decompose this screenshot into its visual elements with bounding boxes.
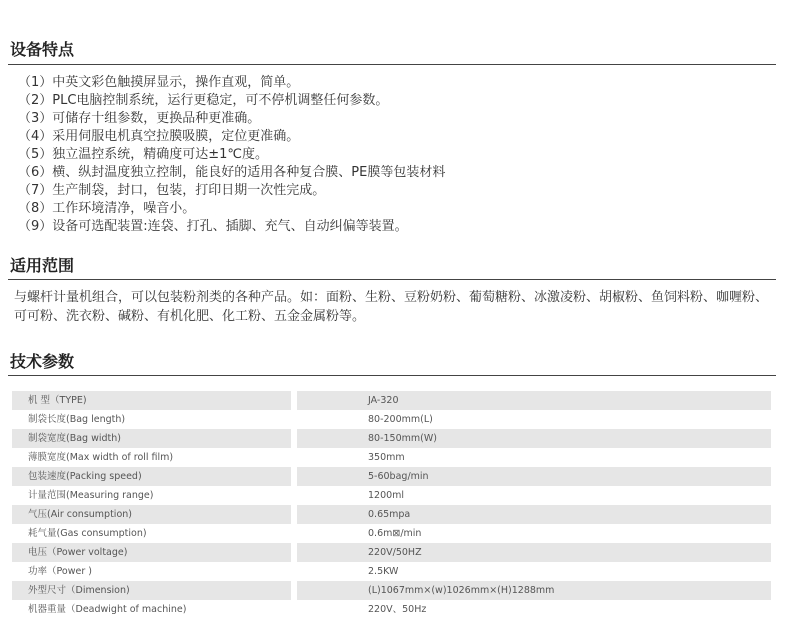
spec-row xyxy=(12,524,771,543)
features-divider xyxy=(8,64,776,65)
features-section-title: 设备特点 xyxy=(10,40,75,59)
feature-item: （6）横、纵封温度独立控制，能良好的适用各种复合膜、PE膜等包装材料 xyxy=(18,165,446,180)
spec-value: 2.5KW xyxy=(368,566,399,577)
feature-item: （7）生产制袋，封口，包装，打印日期一次性完成。 xyxy=(18,183,326,198)
spec-table xyxy=(12,391,771,619)
features-list xyxy=(18,74,445,236)
spec-value: 0.65mpa xyxy=(368,509,411,520)
spec-row xyxy=(12,486,771,505)
spec-value: 80-200mm(L) xyxy=(368,414,433,425)
spec-label: 计量范围(Measuring range) xyxy=(28,490,154,501)
scope-divider xyxy=(8,279,776,280)
spec-row xyxy=(12,600,771,619)
spec-value: 220V、50Hz xyxy=(368,604,427,615)
spec-row xyxy=(12,581,771,600)
spec-label: 电压（Power voltage) xyxy=(28,547,128,558)
scope-text: 与螺杆计量机组合，可以包装粉剂类的各种产品。如：面粉、生粉、豆粉奶粉、葡萄糖粉、冰激凌粉、胡椒粉、鱼饲料粉、咖喱粉、可可粉、洗衣粉、碱粉、有机化肥、化工粉、五金金属粉等。 xyxy=(14,290,769,324)
spec-row xyxy=(12,505,771,524)
scope-section-title: 适用范围 xyxy=(10,256,75,275)
spec-label: 机器重量（Deadwight of machine) xyxy=(28,604,187,615)
spec-value: 0.6m⊠/min xyxy=(368,528,422,539)
spec-label: 制袋长度(Bag length) xyxy=(28,414,126,425)
spec-row xyxy=(12,467,771,486)
spec-label: 功率（Power ) xyxy=(28,566,92,577)
feature-item: （2）PLC电脑控制系统，运行更稳定，可不停机调整任何参数。 xyxy=(18,93,389,108)
spec-value: 350mm xyxy=(368,452,405,463)
spec-row xyxy=(12,562,771,581)
spec-row xyxy=(12,410,771,429)
feature-item: （9）设备可选配装置:连袋、打孔、插脚、充气、自动纠偏等装置。 xyxy=(18,219,408,234)
feature-item: （4）采用伺服电机真空拉膜吸膜，定位更准确。 xyxy=(18,129,300,144)
spec-label: 耗气量(Gas consumption) xyxy=(28,528,147,539)
spec-row xyxy=(12,448,771,467)
spec-value: JA-320 xyxy=(368,395,399,406)
spec-label: 制袋宽度(Bag width) xyxy=(28,433,121,444)
spec-row xyxy=(12,391,771,410)
feature-item: （8）工作环境清净，噪音小。 xyxy=(18,201,196,216)
spec-label: 气压(Air consumption) xyxy=(28,509,132,520)
spec-value: (L)1067mm×(w)1026mm×(H)1288mm xyxy=(368,585,555,596)
feature-item: （5）独立温控系统，精确度可达±1℃度。 xyxy=(18,147,269,162)
spec-label: 外型尺寸（Dimension) xyxy=(28,585,130,596)
spec-value: 5-60bag/min xyxy=(368,471,429,482)
feature-item: （1）中英文彩色触摸屏显示，操作直观，简单。 xyxy=(18,75,300,90)
specs-section-title: 技术参数 xyxy=(10,352,75,371)
spec-value: 80-150mm(W) xyxy=(368,433,437,444)
spec-row xyxy=(12,429,771,448)
spec-value: 220V/50HZ xyxy=(368,547,422,558)
spec-row xyxy=(12,543,771,562)
spec-label: 薄膜宽度(Max width of roll film) xyxy=(28,452,174,463)
spec-label: 机 型（TYPE) xyxy=(28,395,87,406)
specs-divider xyxy=(8,375,776,376)
feature-item: （3）可储存十组参数，更换品种更准确。 xyxy=(18,111,261,126)
spec-value: 1200ml xyxy=(368,490,405,501)
spec-label: 包装速度(Packing speed) xyxy=(28,471,142,482)
